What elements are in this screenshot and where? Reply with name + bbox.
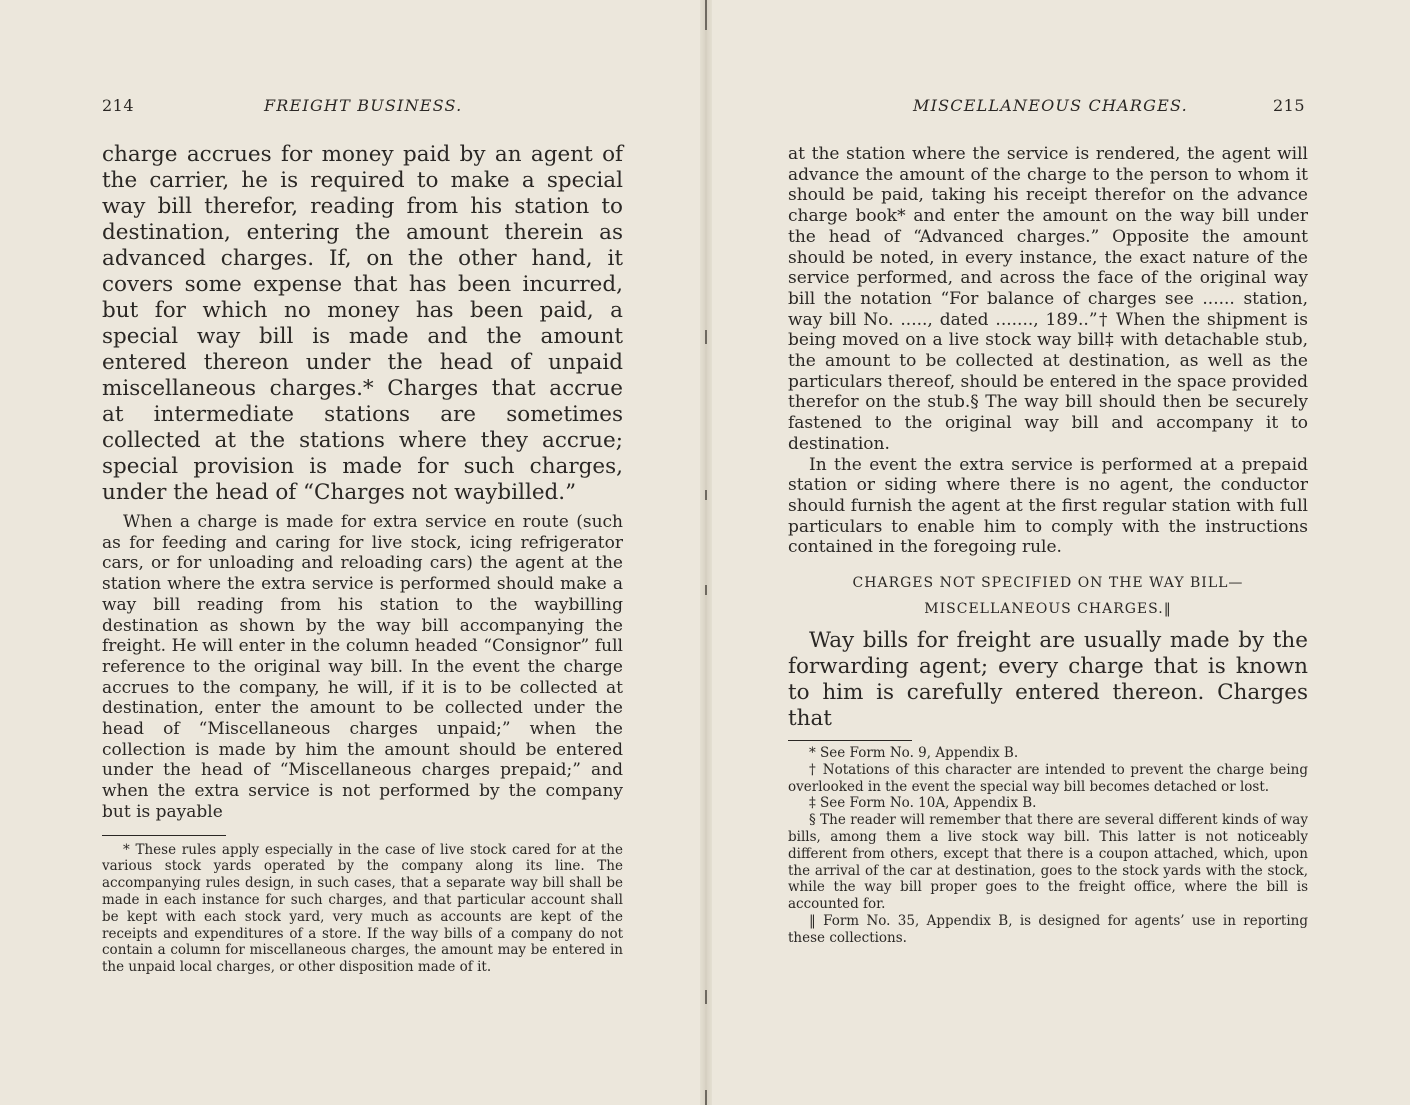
right-text-column xyxy=(788,144,1308,947)
right-page-number: 215 xyxy=(1273,96,1306,115)
left-footnote: * These rules apply especially in the case of live stock cared for at the various stock yards operated by the company along its line. The accompanying rules design, in such cases, that a separate way bill shall be made in each instance for such charges, and that particular account shall be kept with each stock yard, very much as accounts are kept of the receipts and expenditures of a store. If the way bills of a company do not contain a column for miscellaneous charges, the amount may be entered in the unpaid local charges, or other disposition made of it. xyxy=(102,841,623,976)
right-footnote-1: * See Form No. 9, Appendix B. xyxy=(809,745,1019,762)
binding-thread-mark xyxy=(705,490,707,500)
right-running-title: MISCELLANEOUS CHARGES. xyxy=(913,96,1188,115)
left-paragraph-2: When a charge is made for extra service en route (such as for feeding and caring for live stock, icing refrigerator cars, or for unloading and reloading cars) the agent at the station where the extra service is performed should make a way bill reading from his station to the waybilling destination as shown by the way bill accompanying the freight. He will enter in the column headed “Consignor” full reference to the original way bill. In the event the charge accrues to the company, he will, if it is to be collected at destination, enter the amount to be collected under the head of “Miscellaneous charges unpaid;” when the collection is made by him the amount should be entered under the head of “Miscellaneous charges prepaid;” and when the extra service is not performed by the company but is payable xyxy=(102,512,623,822)
left-running-title: FREIGHT BUSINESS. xyxy=(264,96,463,115)
left-paragraph-1: charge accrues for money paid by an agent of the carrier, he is required to make a special way bill therefor, reading from his station to destination, entering the amount therein as advanced charges. If, on the other hand, it covers some expense that has been incurred, but for which no money has been paid, a special way bill is made and the amount entered thereon under the head of unpaid miscellaneous charges.* Charges that accrue at intermediate stations are sometimes collected at the stations where they accrue; special provision is made for such charges, under the head of “Charges not waybilled.” xyxy=(102,142,623,505)
right-paragraph-3: Way bills for freight are usually made by the forwarding agent; every charge that is known to him is carefully entered thereon. Charges that xyxy=(788,628,1308,732)
right-footnote-2: † Notations of this character are intended to prevent the charge being overlooked in the event the special way bill becomes detached or lost. xyxy=(788,761,1308,795)
book-gutter xyxy=(700,0,712,1105)
left-page-number: 214 xyxy=(102,96,135,115)
binding-thread-mark xyxy=(705,990,707,1004)
binding-thread-mark xyxy=(705,585,707,595)
footnote-rule xyxy=(788,740,912,741)
right-paragraph-2: In the event the extra service is performed at a prepaid station or siding where there is no agent, the conductor should furnish the agent at the first regular station with full particulars to enable him to comply with the instructions contained in the foregoing rule. xyxy=(788,454,1308,558)
binding-thread-mark xyxy=(705,1090,707,1105)
left-text-column xyxy=(102,142,623,976)
right-paragraph-1: at the station where the service is rendered, the agent will advance the amount of the charge to the person to whom it should be paid, taking his receipt therefor on the advance charge book* and enter the amount on the way bill under the head of “Advanced charges.” Opposite the amount should be noted, in every instance, the exact nature of the service performed, and across the face of the original way bill the notation “For balance of charges see ...... station, way bill No. ....., dated ......., 189..”† When the shipment is being moved on a live stock way bill‡ with detachable stub, the amount to be collected at destination, as well as the particulars thereof, should be entered in the space provided therefor on the stub.§ The way bill should then be securely fastened to the original way bill and accompany it to destination. xyxy=(788,144,1308,454)
footnote-rule xyxy=(102,835,226,836)
right-footnote-4: § The reader will remember that there are several different kinds of way bills, among them a live stock way bill. This latter is not noticeably different from others, except that there is a coupon attached, which, upon the arrival of the car at destination, goes to the stock yards with the stock, while the way bill proper goes to the freight office, where the bill is accounted for. xyxy=(788,812,1308,913)
right-footnote-5: ‖ Form No. 35, Appendix B, is designed for agents’ use in reporting these collections. xyxy=(788,913,1308,946)
binding-thread-mark xyxy=(705,0,707,30)
right-footnote-3: ‡ See Form No. 10A, Appendix B. xyxy=(809,795,1037,812)
right-page xyxy=(705,0,1410,1105)
binding-thread-mark xyxy=(705,330,707,344)
section-heading: CHARGES NOT SPECIFIED ON THE WAY BILL—MISCELLANEOUS CHARGES.‖ xyxy=(852,575,1244,618)
